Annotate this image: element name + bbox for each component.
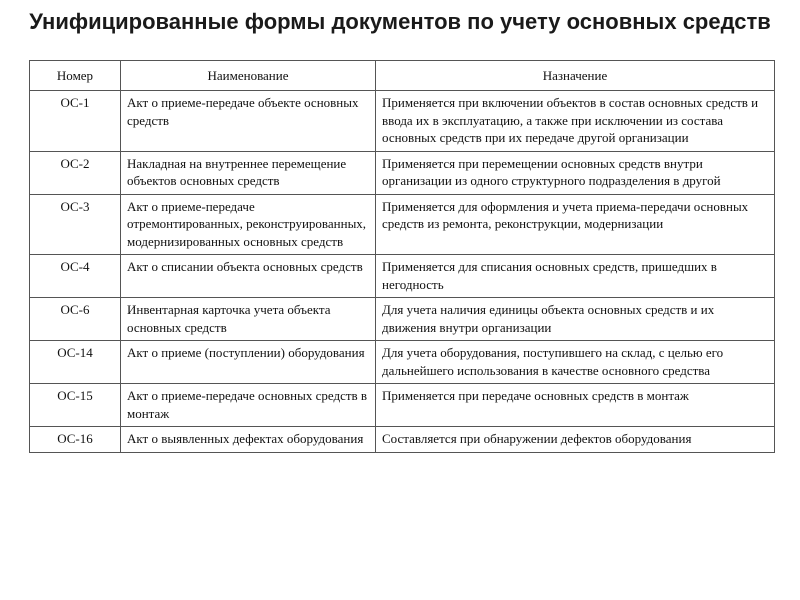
header-number: Номер — [30, 61, 121, 91]
forms-table — [29, 60, 775, 453]
cell-number: ОС-1 — [30, 91, 121, 152]
table-row — [30, 298, 775, 341]
table-row — [30, 427, 775, 453]
cell-purpose: Для учета наличия единицы объекта основных средств и их движения внутри организации — [376, 298, 775, 341]
cell-number: ОС-16 — [30, 427, 121, 453]
table-row — [30, 384, 775, 427]
cell-number: ОС-3 — [30, 194, 121, 255]
table-row — [30, 194, 775, 255]
cell-name: Акт о выявленных дефектах оборудования — [121, 427, 376, 453]
cell-name: Акт о приеме-передаче основных средств в монтаж — [121, 384, 376, 427]
cell-purpose: Применяется для списания основных средств, пришедших в негодность — [376, 255, 775, 298]
cell-purpose: Применяется при передаче основных средств в монтаж — [376, 384, 775, 427]
cell-purpose: Для учета оборудования, поступившего на склад, с целью его дальнейшего использования в качестве основного средства — [376, 341, 775, 384]
cell-name: Акт о приеме (поступлении) оборудования — [121, 341, 376, 384]
cell-name: Акт о списании объекта основных средств — [121, 255, 376, 298]
cell-purpose: Применяется для оформления и учета приема-передачи основных средств из ремонта, реконструкции, модернизации — [376, 194, 775, 255]
cell-name: Инвентарная карточка учета объекта основных средств — [121, 298, 376, 341]
cell-number: ОС-4 — [30, 255, 121, 298]
cell-number: ОС-2 — [30, 151, 121, 194]
page-title: Унифицированные формы документов по учету основных средств — [29, 9, 771, 34]
table-row — [30, 341, 775, 384]
header-purpose: Назначение — [376, 61, 775, 91]
cell-purpose: Применяется при перемещении основных средств внутри организации из одного структурного подразделения в другой — [376, 151, 775, 194]
cell-number: ОС-6 — [30, 298, 121, 341]
cell-name: Акт о приеме-передаче отремонтированных, реконструированных, модернизированных основных средств — [121, 194, 376, 255]
header-name: Наименование — [121, 61, 376, 91]
cell-name: Накладная на внутреннее перемещение объектов основных средств — [121, 151, 376, 194]
cell-number: ОС-14 — [30, 341, 121, 384]
table-header-row — [30, 61, 775, 91]
cell-number: ОС-15 — [30, 384, 121, 427]
table-row — [30, 91, 775, 152]
cell-name: Акт о приеме-передаче объекте основных средств — [121, 91, 376, 152]
table-row — [30, 151, 775, 194]
cell-purpose: Составляется при обнаружении дефектов оборудования — [376, 427, 775, 453]
table-row — [30, 255, 775, 298]
cell-purpose: Применяется при включении объектов в состав основных средств и ввода их в эксплуатацию, а также при исключении из состава основных средств при их передаче другой организации — [376, 91, 775, 152]
